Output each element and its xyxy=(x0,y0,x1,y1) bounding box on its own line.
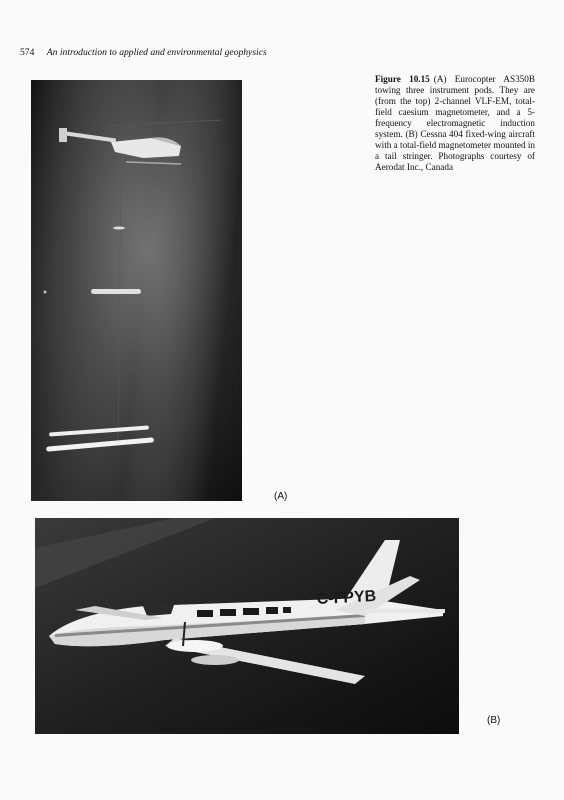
figure-label: Figure 10.15 xyxy=(375,74,430,84)
pod-vlf-em xyxy=(113,227,125,230)
caption-text: (A) Eurocopter AS350B towing three instrument pods. They are (from the top) 2-channel VLF-EM, total-field caesium magnetometer, and a 5-frequency electromagnetic induction system. (B) Cessna 404 fixed-wing aircraft with a total-field magnetometer mounted in a tail stringer. Photographs courtesy of Aerodat Inc., Canada xyxy=(375,74,535,172)
page-number: 574 xyxy=(20,47,35,58)
panel-label-a: (A) xyxy=(274,491,288,502)
photo-cessna-aircraft xyxy=(35,518,459,734)
panel-label-b: (B) xyxy=(487,715,501,726)
figure-caption xyxy=(375,74,535,173)
aircraft-registration: C-FPYB xyxy=(316,587,377,608)
book-title: An introduction to applied and environmental geophysics xyxy=(46,47,267,58)
pod-magnetometer xyxy=(91,289,141,294)
running-head xyxy=(20,47,267,58)
photo-helicopter-towing-pods xyxy=(31,80,242,501)
